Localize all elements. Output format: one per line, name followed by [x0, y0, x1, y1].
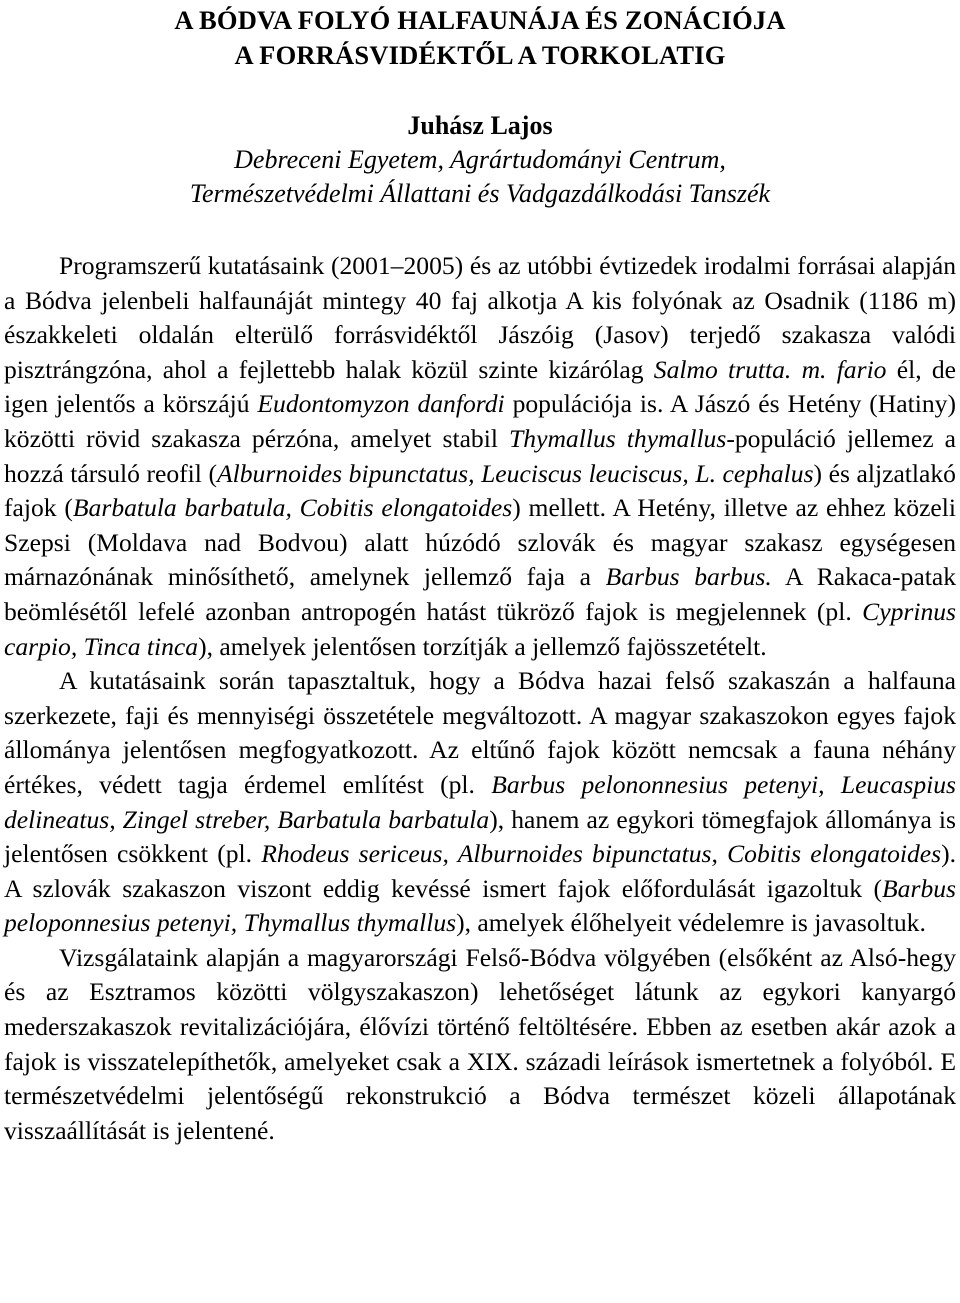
author-name: Juhász Lajos — [407, 111, 553, 140]
p1-species: Alburnoides bipunctatus, Leuciscus leuciscus, L. cephalus — [216, 458, 814, 488]
p1-species: Barbus barbus. — [605, 562, 772, 592]
p1-text: ) és aljzatlakó fajok ( — [4, 458, 956, 523]
abstract-body — [4, 249, 956, 1148]
p2-species: Rhodeus sericeus, Alburnoides bipunctatus, Cobitis elongatoides — [261, 839, 942, 869]
p1-species: Thymallus thymallus — [509, 423, 727, 453]
p2-text: ), hanem az egykori tömegfajok állománya is jelentősen csökkent (pl. — [4, 804, 956, 869]
p1-species: Barbatula barbatula, Cobitis elongatoides — [72, 493, 513, 523]
p2-species: Barbus pelononnesius petenyi, Leucaspius delineatus, Zingel streber, Barbatula barbatula — [4, 769, 957, 834]
abstract-paragraph-3: Vizsgálataink alapján a magyarországi Felső-Bódva völgyében (elsőként az Alsó-hegy és az Esztramos közötti völgyszakaszon) lehetőséget látunk az egykori kanyargó mederszakaszok revitalizációjára, élővízi történő feltöltésére. Ebben az esetben akár azok a fajok is visszatelepíthetők, amelyeket csak a XIX. századi leírások ismertetnek a folyóból. E természetvédelmi jelentőségű rekonstrukció a Bódva természet közeli állapotának visszaállítását is jelentené. — [4, 942, 956, 1145]
p1-text: -populáció jellemez a hozzá társuló reofil ( — [4, 423, 957, 488]
p1-text: él, de igen jelentős a körszájú — [4, 354, 957, 419]
p1-species: Salmo trutta. m. fario — [653, 354, 887, 384]
p1-text: populációja is. A Jászó és Hetény (Hatiny) közötti rövid szakasza pérzóna, amelyet stabil — [4, 389, 956, 453]
affiliation-line-2: Természetvédelmi Állattani és Vadgazdálkodási Tanszék — [189, 179, 771, 208]
title-line-2: A FORRÁSVIDÉKTŐL A TORKOLATIG — [234, 40, 726, 70]
p2-text: ). A szlovák szakaszon viszont eddig kevéssé ismert fajok előfordulását igazoltuk ( — [4, 839, 957, 903]
p2-text: ), amelyek élőhelyeit védelemre is javasoltuk. — [456, 908, 926, 938]
p1-text: ), amelyek jelentősen torzítják a jellemző fajösszetételt. — [198, 631, 767, 661]
abstract-paragraph-1 — [4, 249, 956, 664]
p2-text: A kutatásaink során tapasztaltuk, hogy a Bódva hazai felső szakaszán a halfauna szerkezete, faji és mennyiségi összetétele megváltozott. A magyar szakaszokon egyes fajok állománya jelentősen megfogyatkozott. Az eltűnő fajok között nemcsak a fauna néhány értékes, védett tagja érdemel említést (pl. — [4, 666, 956, 799]
p1-species: Eudontomyzon danfordi — [257, 389, 505, 419]
p2-species: Barbus peloponnesius petenyi, Thymallus thymallus — [4, 873, 956, 938]
title-line-1: A BÓDVA FOLYÓ HALFAUNÁJA ÉS ZONÁCIÓJA — [174, 5, 786, 35]
paper-title — [4, 0, 956, 73]
p1-text: ) mellett. A Hetény, illetve az ehhez közeli Szepsi (Moldava nad Bodvou) alatt húzódó szlovák és magyar szakasz egységesen márnazónának minősíthető, amelynek jellemző faja a — [4, 493, 957, 592]
p1-species: Cyprinus carpio, Tinca tinca — [4, 596, 956, 661]
abstract-paragraph-2 — [4, 664, 956, 941]
p1-text: A Rakaca-patak beömlésétől lefelé azonban antropogén hatást tükröző fajok is megjelennek (pl. — [4, 562, 956, 626]
affiliation-line-1: Debreceni Egyetem, Agrártudományi Centrum, — [234, 145, 726, 174]
affiliation — [4, 143, 956, 211]
p1-text: Programszerű kutatásaink (2001–2005) és az utóbbi évtizedek irodalmi forrásai alapján a Bódva jelenbeli halfaunáját mintegy 40 faj alkotja A kis folyónak az Osadnik (1186 m) északkeleti oldalán elterülő forrásvidéktől Jászóig (Jasov) terjedő szakasza valódi pisztrángzóna, ahol a fejlettebb halak közül szinte kizárólag — [4, 251, 956, 384]
